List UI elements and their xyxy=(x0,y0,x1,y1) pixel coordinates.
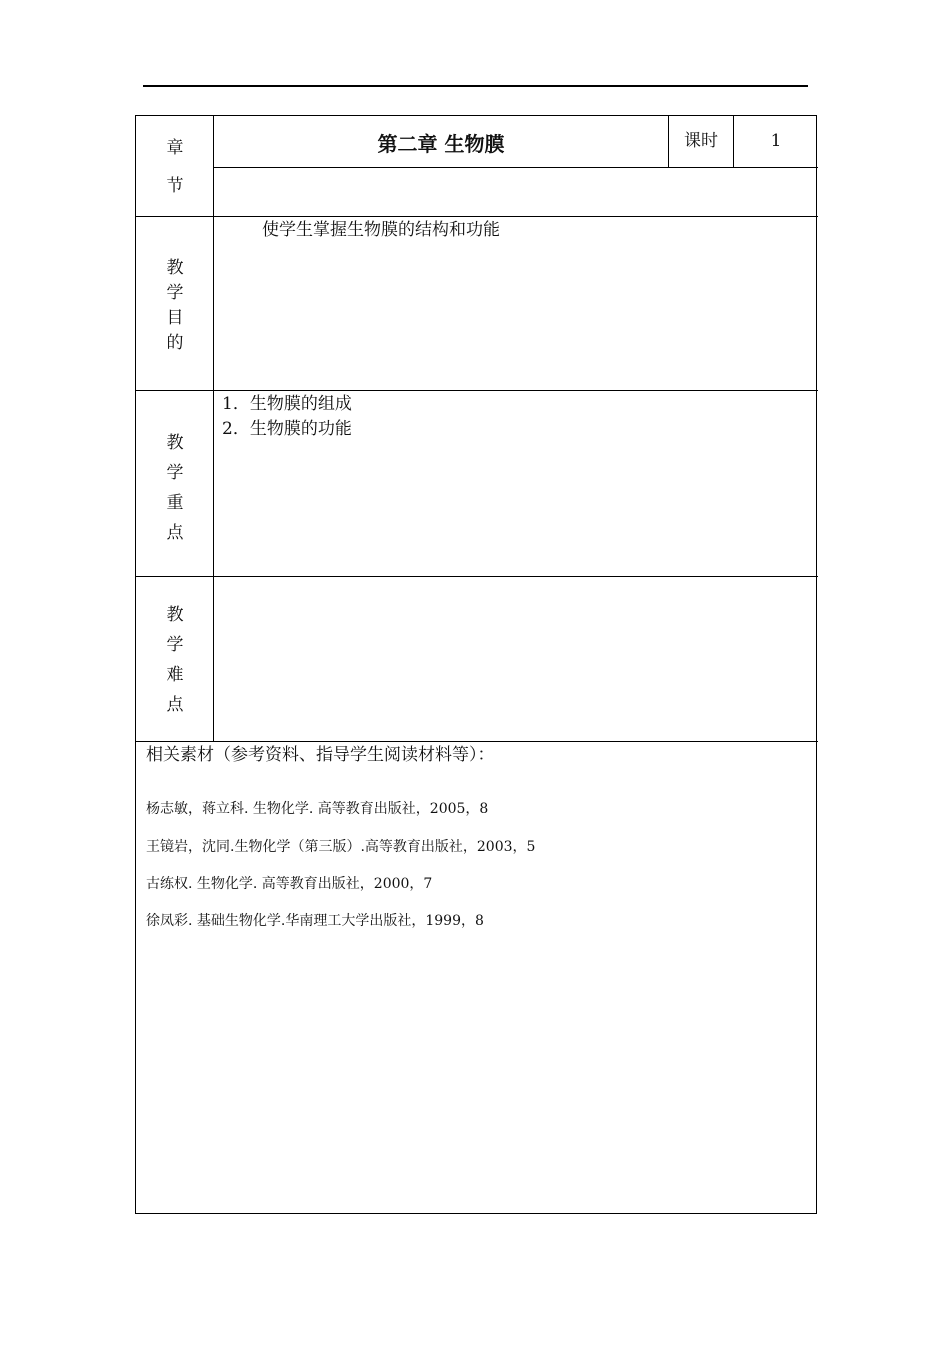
difficulties-label-char: 教 xyxy=(166,605,184,625)
key-points-label-char: 教 xyxy=(166,433,184,453)
row-divider-5 xyxy=(136,741,818,742)
objectives-label-char: 教 xyxy=(166,258,184,278)
difficulties-label xyxy=(136,600,214,720)
objectives-label-char: 目 xyxy=(166,308,184,328)
difficulties-label-char: 点 xyxy=(166,695,184,715)
difficulties-label-char: 学 xyxy=(166,635,184,655)
chapter-title: 第二章 生物膜 xyxy=(377,131,505,156)
objectives-text: 使学生掌握生物膜的结构和功能 xyxy=(262,220,500,240)
objectives-label-char: 学 xyxy=(166,283,184,303)
chapter-label xyxy=(136,133,214,158)
lesson-plan-table xyxy=(135,115,817,1214)
key-points-label-char: 点 xyxy=(166,523,184,543)
row-divider-2 xyxy=(136,216,818,217)
reference-item: 杨志敏，蒋立科. 生物化学. 高等教育出版社，2005，8 xyxy=(146,801,489,817)
row-divider-3 xyxy=(136,390,818,391)
key-points-label-char: 重 xyxy=(166,493,184,513)
materials-heading: 相关素材（参考资料、指导学生阅读材料等）： xyxy=(146,745,495,765)
objectives-label xyxy=(136,256,214,356)
difficulties-label-char: 难 xyxy=(166,665,184,685)
key-points-list xyxy=(222,392,352,442)
chapter-label-char-1: 章 xyxy=(166,138,184,158)
chapter-label-char-2: 节 xyxy=(166,176,184,196)
reference-item: 王镜岩，沈同.生物化学（第三版）.高等教育出版社，2003，5 xyxy=(146,839,536,855)
hours-value: 1 xyxy=(770,131,782,151)
reference-item: 徐凤彩. 基础生物化学.华南理工大学出版社，1999，8 xyxy=(146,913,484,929)
reference-item: 古练权. 生物化学. 高等教育出版社，2000，7 xyxy=(146,876,433,892)
row-divider-4 xyxy=(136,576,818,577)
key-point-item: 1．生物膜的组成 xyxy=(222,394,352,414)
key-points-label-char: 学 xyxy=(166,463,184,483)
key-point-item: 2．生物膜的功能 xyxy=(222,419,352,439)
section-label xyxy=(136,171,214,196)
hours-label: 课时 xyxy=(684,131,718,151)
objectives-label-char: 的 xyxy=(166,333,184,353)
header-rule xyxy=(143,85,808,87)
key-points-label xyxy=(136,428,214,548)
